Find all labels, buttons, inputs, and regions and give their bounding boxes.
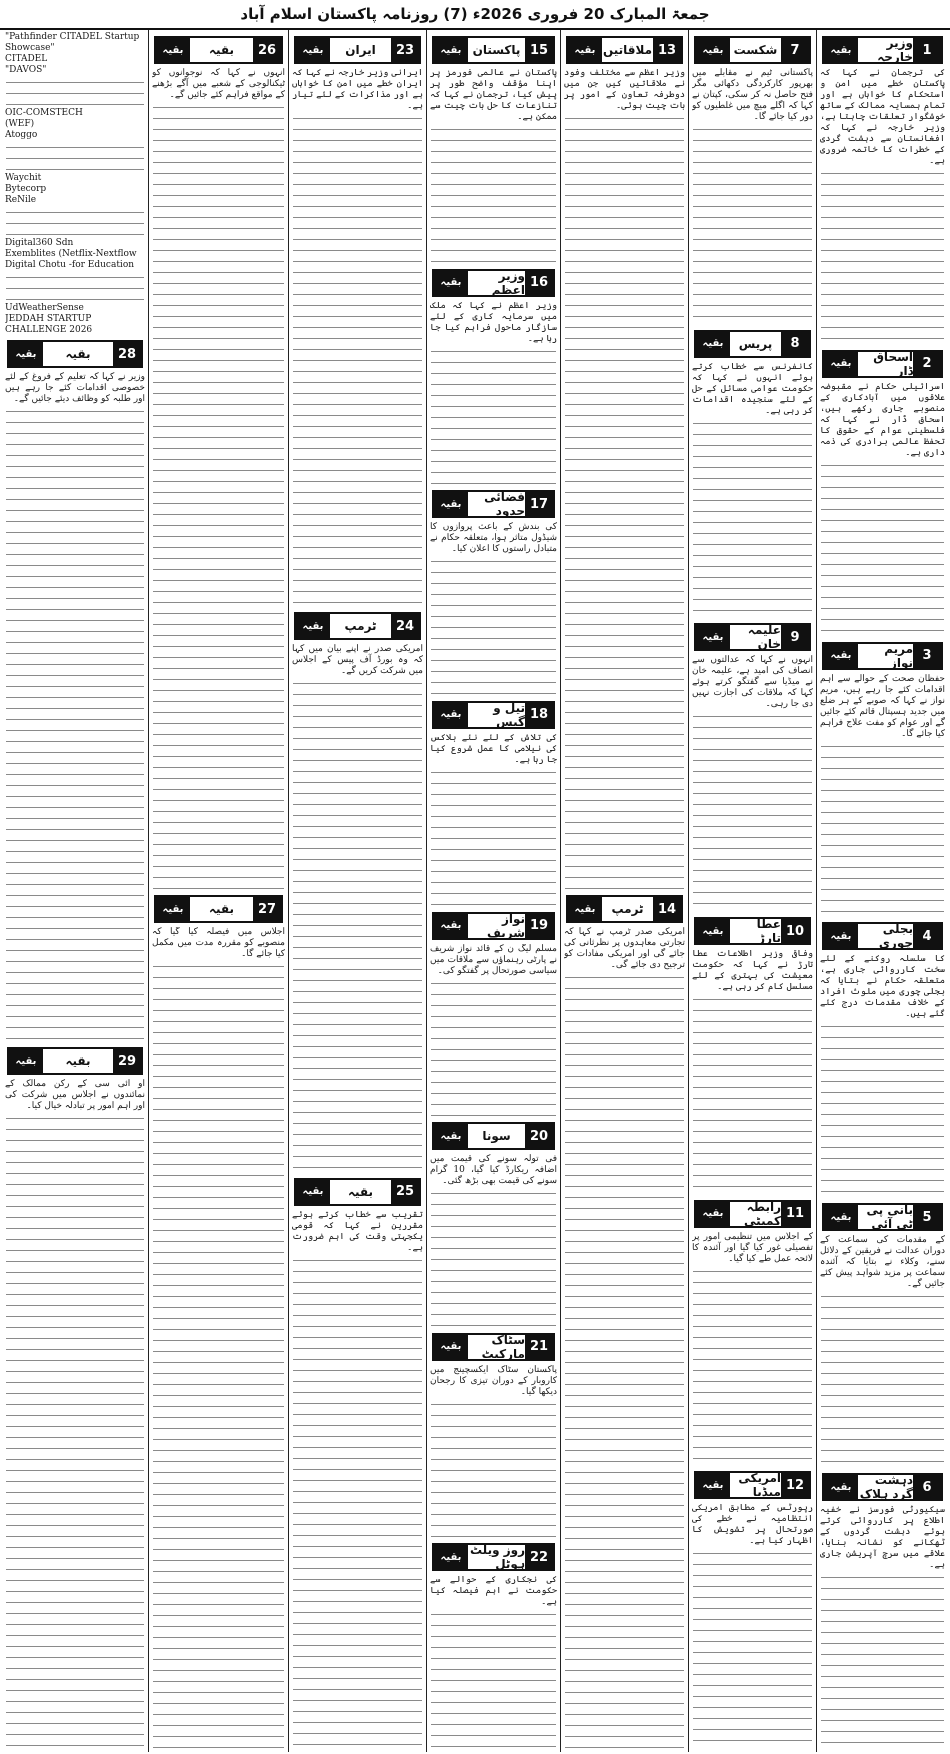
body-text-lines (565, 114, 684, 889)
article-paragraph: پاکستان نے عالمی فورمز پر اپنا مؤقف واضح طور پر پیش کیا، ترجمان نے کہا کہ تنازعات کا حل بات چیت سے ممکن ہے۔ (430, 68, 557, 122)
body-text-lines (293, 114, 422, 606)
body-text-lines (6, 208, 144, 236)
continuation-headline: رابطہ کمیٹی (730, 1202, 781, 1226)
english-term: Digital360 Sdn (5, 238, 74, 248)
article-paragraph: وفاقی وزیر اطلاعات عطا تارڑ نے کہا کہ حکومت معیشت کی بہتری کے لئے مسلسل کام کر رہی ہے۔ (692, 949, 813, 993)
continuation-box-19 (432, 912, 555, 940)
continuation-tag: بقیہ (824, 38, 858, 62)
english-term: Digital Chotu -for Education (5, 260, 135, 270)
continuation-headline: پاکستان (468, 38, 525, 62)
body-text-lines (821, 742, 944, 917)
continuation-tag: بقیہ (696, 332, 730, 356)
body-text-lines (693, 125, 812, 324)
continuation-number: 12 (781, 1473, 809, 1497)
continuation-headline: وزیر خارجہ (858, 38, 913, 62)
body-text-lines (6, 1114, 144, 1748)
continuation-tag: بقیہ (296, 1180, 330, 1204)
continuation-tag: بقیہ (9, 342, 43, 366)
english-term: "DAVOS" (5, 65, 47, 75)
body-text-lines (6, 273, 144, 301)
masthead-strip (0, 0, 950, 30)
continuation-box-14 (566, 895, 683, 923)
continuation-tag: بقیہ (156, 897, 190, 921)
news-column-4 (426, 30, 560, 1752)
news-column-2 (688, 30, 816, 1752)
continuation-box-21 (432, 1333, 555, 1361)
continuation-tag: بقیہ (434, 38, 468, 62)
body-text-lines (431, 768, 556, 906)
continuation-headline: علیمہ خان (730, 625, 781, 649)
continuation-headline: بقیہ (330, 1180, 391, 1204)
continuation-number: 23 (391, 38, 419, 62)
continuation-tag: بقیہ (824, 352, 858, 376)
article-paragraph: امریکی صدر نے اپنے بیان میں کہا کہ وہ بورڈ آف پیس کے اجلاس میں شرکت کریں گے۔ (292, 644, 423, 677)
continuation-number: 16 (525, 271, 553, 295)
continuation-box-25 (294, 1178, 421, 1206)
body-text-lines (431, 1189, 556, 1327)
continuation-tag: بقیہ (696, 919, 730, 943)
continuation-headline: دہشت گرد ہلاک (859, 1473, 913, 1502)
news-column-7 (2, 30, 148, 1752)
continuation-number: 6 (913, 1475, 941, 1499)
article-paragraph: کی تلاش کے لئے نئے بلاکس کی نیلامی کا عمل شروع کیا جا رہا ہے۔ (430, 732, 557, 765)
continuation-tag: بقیہ (434, 703, 468, 727)
continuation-tag: بقیہ (434, 271, 468, 295)
body-text-lines (153, 103, 284, 889)
continuation-tag: بقیہ (696, 1202, 730, 1226)
continuation-headline: ٹرمپ (330, 614, 391, 638)
continuation-headline: نواز شریف (468, 914, 525, 938)
continuation-box-4 (822, 922, 943, 950)
continuation-number: 13 (653, 38, 681, 62)
continuation-headline: سٹاک مارکیٹ (468, 1335, 525, 1359)
continuation-number: 9 (781, 625, 809, 649)
continuation-box-24 (294, 612, 421, 640)
news-column-6 (148, 30, 288, 1752)
continuation-box-26 (154, 36, 283, 64)
continuation-box-3 (822, 642, 943, 670)
continuation-number: 21 (525, 1335, 553, 1359)
article-paragraph: کی ترجمان نے کہا کہ پاکستان خطے میں امن و استحکام کا خواہاں ہے اور تمام ہمسایہ ممالک کے ساتھ خوشگوار تعلقات چاہتا ہے، وزیر خارجہ نے کہا کہ افغانستان سے دہشت گردی کے خطرات کا خاتمہ ضروری ہے۔ (820, 68, 945, 166)
body-text-lines (693, 712, 812, 911)
continuation-tag: بقیہ (434, 1545, 468, 1569)
continuation-box-2 (822, 350, 943, 378)
continuation-number: 24 (391, 614, 419, 638)
continuation-tag: بقیہ (696, 38, 730, 62)
continuation-number: 1 (913, 38, 941, 62)
continuation-headline: بانی پی ٹی آئی (858, 1205, 913, 1229)
continuation-headline: ایران (330, 38, 391, 62)
continuation-box-10 (694, 917, 811, 945)
continuation-headline: اسحاق ڈار (858, 352, 913, 376)
continuation-box-11 (694, 1200, 811, 1228)
body-text-lines (431, 1610, 556, 1748)
continuation-tag: بقیہ (434, 1124, 468, 1148)
continuation-box-20 (432, 1122, 555, 1150)
body-text-lines (431, 347, 556, 485)
continuation-number: 10 (781, 919, 809, 943)
continuation-number: 2 (913, 352, 941, 376)
article-paragraph: تقریب سے خطاب کرتے ہوئے مقررین نے کہا کہ قومی یکجہتی وقت کی اہم ضرورت ہے۔ (292, 1209, 423, 1253)
body-text-lines (6, 143, 144, 171)
continuation-tag: بقیہ (824, 924, 858, 948)
continuation-box-18 (432, 701, 555, 729)
continuation-number: 22 (525, 1545, 553, 1569)
news-column-1 (816, 30, 948, 1752)
article-paragraph: کی نجکاری کے حوالے سے حکومت نے اہم فیصلہ کیا ہے۔ (430, 1575, 557, 1608)
body-text-lines (431, 557, 556, 695)
english-term: Exemblites (Netflix-Nextflow (5, 249, 137, 259)
article-paragraph: اسرائیلی حکام نے مقبوضہ علاقوں میں آبادکاری کے منصوبے جاری رکھے ہیں، اسحاق ڈار نے کہا کہ فلسطینی عوام کے حقوق کا تحفظ عالمی برادری کی ذمہ داری ہے۔ (820, 381, 945, 458)
body-text-lines (821, 1292, 944, 1467)
body-text-lines (431, 125, 556, 263)
body-text-lines (6, 78, 144, 106)
continuation-headline: بقیہ (190, 38, 253, 62)
continuation-number: 7 (781, 38, 809, 62)
continuation-number: 29 (113, 1049, 141, 1073)
continuation-headline: بقیہ (190, 897, 253, 921)
continuation-box-28 (7, 340, 143, 368)
continuation-number: 11 (781, 1202, 809, 1226)
continuation-headline: مریم نواز (858, 644, 913, 668)
continuation-tag: بقیہ (434, 1335, 468, 1359)
article-paragraph: پاکستان سٹاک ایکسچینج میں کاروبار کے دوران تیزی کا رجحان دیکھا گیا۔ (430, 1364, 557, 1397)
continuation-number: 8 (781, 332, 809, 356)
continuation-headline: ٹرمپ (602, 897, 653, 921)
article-paragraph: کے اجلاس میں تنظیمی امور پر تفصیلی غور کیا گیا اور آئندہ کا لائحہ عمل طے کیا گیا۔ (692, 1231, 813, 1264)
dateline: جمعۃ المبارک 20 فروری 2026ء (7) روزنامہ پاکستان اسلام آباد (240, 5, 710, 23)
english-term: ReNile (5, 195, 37, 205)
news-column-3 (560, 30, 688, 1752)
continuation-box-23 (294, 36, 421, 64)
continuation-number: 26 (253, 38, 281, 62)
article-paragraph: سیکیورٹی فورسز نے خفیہ اطلاع پر کارروائی کرتے ہوئے دہشت گردوں کے ٹھکانے کو نشانہ بنایا، علاقے میں سرچ آپریشن جاری ہے۔ (820, 1505, 945, 1571)
body-text-lines (821, 1573, 944, 1748)
article-paragraph: او آئی سی کے رکن ممالک کے نمائندوں نے اجلاس میں شرکت کی اور اہم امور پر تبادلہ خیال کیا۔ (5, 1079, 145, 1111)
continuation-box-7 (694, 36, 811, 64)
continuation-tag: بقیہ (9, 1049, 43, 1073)
continuation-number: 15 (525, 38, 553, 62)
continuation-headline: فضائی حدود (468, 492, 525, 516)
newspaper-page (2, 30, 948, 1752)
article-paragraph: اجلاس میں فیصلہ کیا گیا کہ منصوبے کو مقررہ مدت میں مکمل کیا جائے گا۔ (152, 927, 285, 959)
continuation-number: 19 (525, 914, 553, 938)
continuation-tag: بقیہ (696, 625, 730, 649)
article-paragraph: وزیر نے کہا کہ تعلیم کے فروغ کے لئے خصوصی اقدامات کئے جا رہے ہیں اور طلبہ کو وظائف دیئے جائیں گے۔ (5, 372, 145, 404)
article-paragraph: فی تولہ سونے کی قیمت میں اضافہ ریکارڈ کیا گیا، 10 گرام سونے کی قیمت بھی بڑھ گئی۔ (430, 1154, 557, 1187)
body-text-lines (6, 407, 144, 1041)
continuation-number: 18 (525, 703, 553, 727)
continuation-number: 3 (913, 644, 941, 668)
body-text-lines (821, 169, 944, 344)
continuation-headline: پریس (730, 332, 781, 356)
continuation-tag: بقیہ (156, 38, 190, 62)
continuation-number: 25 (391, 1180, 419, 1204)
article-paragraph: کے مقدمات کی سماعت کے دوران عدالت نے فریقین کے دلائل سنے، وکلاء نے بتایا کہ آئندہ سماعت پر مزید شواہد پیش کئے جائیں گے۔ (820, 1235, 945, 1290)
continuation-box-29 (7, 1047, 143, 1075)
english-term: Waychit (5, 173, 42, 183)
continuation-box-17 (432, 490, 555, 518)
continuation-box-27 (154, 895, 283, 923)
continuation-number: 28 (113, 342, 141, 366)
continuation-number: 14 (653, 897, 681, 921)
article-paragraph: انہوں نے کہا کہ عدالتوں سے انصاف کی امید ہے، علیمہ خان نے میڈیا سے گفتگو کرتے ہوئے کہا کہ ملاقات کی اجازت نہیں دی جا رہی۔ (692, 655, 813, 710)
body-text-lines (431, 979, 556, 1117)
continuation-tag: بقیہ (434, 914, 468, 938)
continuation-headline: بقیہ (43, 1049, 113, 1073)
english-term: OIC-COMSTECH (5, 108, 83, 118)
continuation-headline: ملاقاتیں (602, 38, 653, 62)
continuation-tag: بقیہ (568, 38, 602, 62)
continuation-tag: بقیہ (696, 1473, 730, 1497)
continuation-number: 17 (525, 492, 553, 516)
article-paragraph: امریکی صدر ٹرمپ نے کہا کہ تجارتی معاہدوں پر نظرثانی کی جائے گی اور امریکی مفادات کو ترجیح دی جائے گی۔ (564, 927, 685, 970)
body-text-lines (693, 419, 812, 618)
article-paragraph: پاکستانی ٹیم نے مقابلے میں بھرپور کارکردگی دکھائی مگر فتح حاصل نہ کر سکی، کپتان نے کہا کہ اگلے میچ میں غلطیوں کو دور کیا جائے گا۔ (692, 68, 813, 122)
continuation-box-9 (694, 623, 811, 651)
body-text-lines (293, 679, 422, 1171)
continuation-box-8 (694, 330, 811, 358)
continuation-box-6 (822, 1473, 943, 1501)
english-term: (WEF) (5, 119, 35, 129)
body-text-lines (293, 1256, 422, 1748)
article-paragraph: مسلم لیگ ن کے قائد نواز شریف نے پارٹی رہنماؤں سے ملاقات میں سیاسی صورتحال پر گفتگو کی۔ (430, 943, 557, 976)
continuation-box-15 (432, 36, 555, 64)
english-term: Atoggo (5, 130, 38, 140)
body-text-lines (693, 1549, 812, 1748)
continuation-headline: بقیہ (43, 342, 113, 366)
body-text-lines (693, 1267, 812, 1466)
article-paragraph: وزیر اعظم سے مختلف وفود نے ملاقاتیں کیں جن میں دوطرفہ تعاون کے امور پر بات چیت ہوئی۔ (564, 68, 685, 111)
continuation-number: 4 (913, 924, 941, 948)
continuation-tag: بقیہ (824, 1475, 858, 1499)
continuation-headline: شکست (730, 38, 781, 62)
news-column-5 (288, 30, 426, 1752)
body-text-lines (821, 461, 944, 636)
continuation-number: 27 (253, 897, 281, 921)
continuation-box-16 (432, 269, 555, 297)
body-text-lines (821, 1022, 944, 1197)
continuation-box-12 (694, 1471, 811, 1499)
article-paragraph: وزیر اعظم نے کہا کہ ملک میں سرمایہ کاری کے لئے سازگار ماحول فراہم کیا جا رہا ہے۔ (430, 300, 557, 344)
english-term: JEDDAH STARTUP CHALLENGE 2026 (5, 314, 93, 335)
continuation-box-13 (566, 36, 683, 64)
continuation-tag: بقیہ (824, 1205, 858, 1229)
continuation-headline: امریکی میڈیا (730, 1473, 781, 1497)
english-term: Bytecorp (5, 184, 47, 194)
article-paragraph: رپورٹس کے مطابق امریکی انتظامیہ نے خطے کی صورتحال پر تشویش کا اظہار کیا ہے۔ (692, 1503, 813, 1547)
continuation-box-22 (432, 1543, 555, 1571)
continuation-headline: عطا تارڑ (730, 919, 781, 943)
continuation-tag: بقیہ (296, 38, 330, 62)
continuation-headline: روز ویلٹ ہوٹل (469, 1543, 525, 1572)
continuation-headline: تیل و گیس (468, 703, 525, 727)
continuation-tag: بقیہ (568, 897, 602, 921)
continuation-tag: بقیہ (296, 614, 330, 638)
continuation-headline: وزیر اعظم (468, 271, 525, 295)
english-term: UdWeatherSense (5, 303, 84, 313)
english-term: "Pathfinder CITADEL Startup Showcase" (5, 32, 140, 53)
body-text-lines (565, 973, 684, 1748)
continuation-number: 5 (913, 1205, 941, 1229)
continuation-headline: بجلی چوری (858, 924, 913, 948)
body-text-lines (693, 995, 812, 1194)
body-text-lines (431, 1400, 556, 1538)
article-paragraph: انہوں نے کہا کہ نوجوانوں کو ٹیکنالوجی کے شعبے میں آگے بڑھنے کے مواقع فراہم کئے جائیں گے۔ (152, 68, 285, 100)
continuation-tag: بقیہ (434, 492, 468, 516)
continuation-headline: سونا (468, 1124, 525, 1148)
article-paragraph: ایرانی وزیر خارجہ نے کہا کہ ایران خطے میں امن کا خواہاں ہے اور مذاکرات کے لئے تیار ہے۔ (292, 68, 423, 111)
continuation-box-5 (822, 1203, 943, 1231)
continuation-number: 20 (525, 1124, 553, 1148)
continuation-tag: بقیہ (824, 644, 858, 668)
body-text-lines (153, 962, 284, 1748)
continuation-box-1 (822, 36, 943, 64)
article-paragraph: کا سلسلہ روکنے کے لئے سخت کارروائی جاری ہے، متعلقہ حکام نے بتایا کہ بجلی چوری میں ملوث افراد کے خلاف مقدمات درج کئے گئے ہیں۔ (820, 954, 945, 1020)
article-paragraph: حفظان صحت کے حوالے سے اہم اقدامات کئے جا رہے ہیں، مریم نواز نے کہا کہ صوبے کے ہر ضلع میں جدید ہسپتال قائم کئے جائیں گے اور عوام کو مفت علاج فراہم کیا جائے گا۔ (820, 673, 945, 739)
article-paragraph: کی بندش کے باعث پروازوں کا شیڈول متاثر ہوا، متعلقہ حکام نے متبادل راستوں کا اعلان کیا۔ (430, 522, 557, 555)
article-paragraph: کانفرنس سے خطاب کرتے ہوئے انہوں نے کہا کہ حکومت عوامی مسائل کے حل کے لئے سنجیدہ اقدامات کر رہی ہے۔ (692, 361, 813, 416)
english-term: CITADEL (5, 54, 48, 64)
